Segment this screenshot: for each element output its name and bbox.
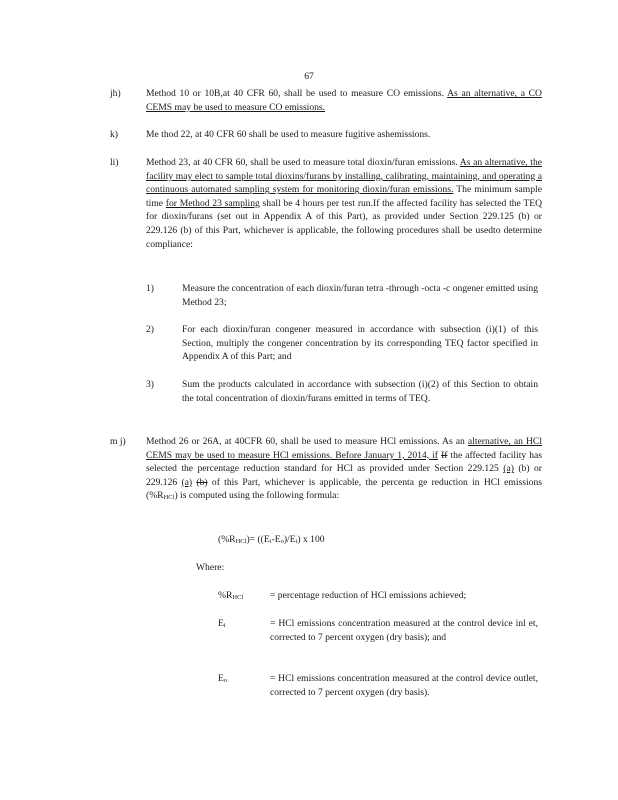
where-label: Where: bbox=[196, 562, 225, 573]
item-label: jh) bbox=[110, 88, 121, 99]
item-body: Method 10 or 10B,at 40 CFR 60, shall be used to measure CO emissions. As an alternative, a CO CEMS may be used to measure CO emissions. bbox=[146, 88, 542, 113]
hcl-reduction-formula: $(\%R_{HCl})= ((E_i-E_o)/E_i)$ x 100 bbox=[218, 534, 325, 545]
document-page: 67 jh) Method 10 or 10B,at 40 CFR 60, shall be used to measure CO emissions. As an alternative, a CO CEMS may be used to measure CO emissions. k) Me thod 22, at 40 CFR 60 shall be used to measure fugitive ashemissions. li) Method 23, at 40 CFR 60, shall be used to measure total dioxin/furan emissions. As an alternative, the facility may elect to sample total dioxins/furans by installing, calibrating, maintaining, and operating a continuous automated sampling system for monitoring dioxin/furan emissions. The minimum sample time for Method 23 sampling shall be 4 hours per test run.If the affected facility has selected the TEQ for dioxin/furans (set out in Appendix A of this Part), as provided under Section 229.125 (b) or 229.126 (b) of this Part, whichever is applicable, the following procedures shall be usedto determine compliance: 1) Measure the concentration of each dioxin/furan tetra -through -octa -c ongener emitted using Method 23; 2) For each dioxin/furan congener measured in accordance with subsection (i)(1) of this Section, multiply the congener concentration by its corresponding TEQ factor specified in Appendix A of this Part; and 3) Sum the products calculated in accordance with subsection (i)(2) of this Section to obtain the total concentration of dioxin/furans emitted in terms of TEQ. m j) Method 26 or 26A, at 40CFR 60, shall be used to measure HCl emissions. As an alternative, an HCl CEMS may be used to measure HCl emissions. Before January 1, 2014, if If the affected facility has selected the percentage reduction standard for HCl as provided under Section 229.125 (a) (b) or 229.126 (a) (b) of this Part, whichever is applicable, the percenta ge reduction in HCl emissions $(\%R_{HCl})$ is computed using the following formula: $(\%R_{HCl})= ((E_i-E_o)/E_i)$ x 100 Where: $\%R_{HCl}$ = percentage reduction of HCl emissions achieved; $E_i$ = HCl emissions concentration measured at the control device inl et, corrected to 7 percent oxygen (dry basis); and $E_o$ = HCl emissions concentration measured at the control device outlet, corrected to 7 percent oxygen (dry basis). bbox=[0, 0, 618, 800]
page-number: 67 bbox=[304, 71, 314, 82]
item-body: Method 23, at 40 CFR 60, shall be used to measure total dioxin/furan emissions. As an alternative, the facility may elect to sample total dioxins/furans by installing, calibrating, maintaining, and operating a continuous automated sampling system for monitoring dioxin/furan emissions. The minimum sample time for Method 23 sampling shall be 4 hours per test run.If the affected facility has selected the TEQ for dioxin/furans (set out in Appendix A of this Part), as provided under Section 229.125 (b) or 229.126 (b) of this Part, whichever is applicable, the following procedures shall be usedto determine compliance: bbox=[146, 157, 543, 250]
item-body: Method 26 or 26A, at 40CFR 60, shall be used to measure HCl emissions. As an alternative, an HCl CEMS may be used to measure HCl emissions. Before January 1, 2014, if If the affected facility has selected the percentage reduction standard for HCl as provided under Section 229.125 (a) (b) or 229.126 (a) (b) of this Part, whichever is applicable, the percenta ge reduction in HCl emissions $(\%R_{HCl})$ is computed using the following formula: bbox=[146, 436, 543, 502]
item-label: k) bbox=[110, 129, 118, 140]
item-label: m j) bbox=[110, 436, 126, 447]
item-body: Me thod 22, at 40 CFR 60 shall be used to measure fugitive ashemissions. bbox=[146, 129, 431, 140]
item-label: li) bbox=[110, 157, 119, 168]
